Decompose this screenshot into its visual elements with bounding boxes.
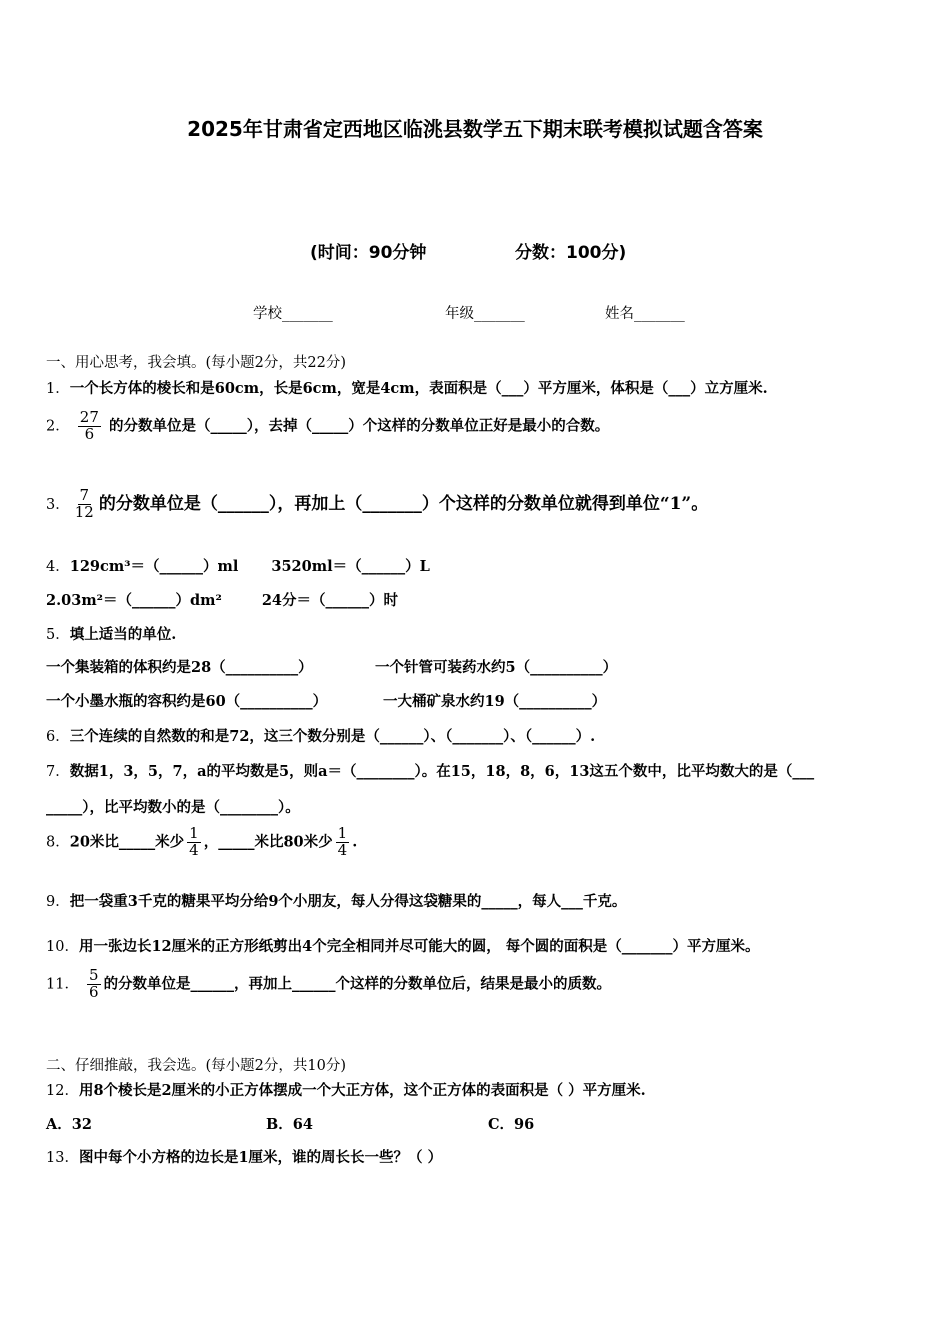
question-8 [46,826,357,859]
question-number: 4． [46,559,70,575]
question-text: 用8个棱长是2厘米的小正方体摆成一个大正方体，这个正方体的表面积是（ ）平方厘米. [78,1082,646,1099]
fraction: $\frac{5}{6}$ [89,966,99,1001]
question-2 [46,410,609,443]
question-6 [46,725,595,746]
question-1 [46,377,768,398]
question-text: 的分数单位是（_____），去掉（_____）个这样的分数单位正好是最小的合数。 [108,417,610,435]
question-11 [46,968,611,1001]
option-b: B．64 [266,1116,313,1133]
question-number: 1． [46,381,70,397]
question-5 [46,623,176,644]
question-text: 图中每个小方格的边长是1厘米，谁的周长长一些？（ ） [78,1149,443,1166]
fraction: $\frac{27}{6}$ [79,408,99,443]
question-number: 9． [46,894,70,910]
question-10 [46,935,760,956]
question-13 [46,1146,442,1167]
conversion-3: 2.03m²＝（______）dm² [46,592,222,609]
section2-header: 二、仔细推敲，我会选。(每小题2分，共10分) [46,1058,346,1074]
question-7-line2: _____），比平均数小的是（________）。 [46,799,300,816]
question-number: 8． [46,834,70,851]
question-4-line2 [46,589,398,610]
question-text: 的分数单位是（______），再加上（_______）个这样的分数单位就得到单位“1”。 [98,493,709,514]
question-number: 3． [46,496,70,513]
unit-item-b: 一个针管可装药水约5（__________） [375,659,618,676]
question-text: 20米比_____米少 [69,833,185,851]
option-a: A．32 [46,1116,92,1133]
question-number: 10． [46,939,79,955]
fraction: $\frac{1}{4}$ [189,824,199,859]
question-text: 用一张边长12厘米的正方形纸剪出4个完全相同并尽可能大的圆， 每个圆的面积是（_______）平方厘米。 [78,938,760,955]
unit-item-c: 一个小墨水瓶的容积约是60（__________） [46,693,328,710]
section1-header: 一、用心思考，我会填。(每小题2分，共22分) [46,355,346,371]
question-9 [46,890,626,911]
question-text: 一个长方体的棱长和是60cm，长是6cm，宽是4cm，表面积是（___）平方厘米，体积是（___）立方厘米. [69,380,768,397]
question-text: ，_____米比80米少 [203,833,333,851]
question-number: 6． [46,729,70,745]
question-3 [46,488,708,521]
fraction: $\frac{7}{12}$ [74,486,94,521]
question-text: . [352,833,358,851]
fraction: $\frac{1}{4}$ [337,824,348,859]
question-number: 7． [46,764,70,780]
page-title: 2025年甘肃省定西地区临洮县数学五下期末联考模拟试题含答案 [187,117,763,141]
conversion-4: 24分＝（______）时 [261,592,399,609]
question-number: 13． [46,1150,79,1166]
unit-item-d: 一大桶矿泉水约19（__________） [383,693,607,710]
question-4 [46,555,430,576]
question-text: 三个连续的自然数的和是72，这三个数分别是（______）、（_______）、（______）. [69,728,596,745]
grade-field: 年级_______ [445,306,525,322]
question-7 [46,760,814,781]
conversion-2: 3520ml＝（______）L [271,558,430,575]
question-12 [46,1079,646,1100]
name-field: 姓名_______ [605,306,685,322]
question-number: 12． [46,1083,79,1099]
option-c: C．96 [488,1116,535,1133]
question-number: 11． [46,976,79,993]
question-text: 数据1，3，5，7，a的平均数是5，则a＝（________）。在15，18，8，6，13这五个数中，比平均数大的是（___ [69,763,815,780]
school-field: 学校_______ [253,306,333,322]
question-number: 2． [46,418,70,435]
exam-time: (时间：90分钟 [310,243,427,263]
conversion-1: 129cm³＝（______）ml [69,558,239,575]
question-text: 填上适当的单位. [69,626,177,643]
question-text: 把一袋重3千克的糖果平均分给9个小朋友，每人分得这袋糖果的_____，每人___千克。 [69,893,627,910]
question-number: 5． [46,627,70,643]
question-text: 的分数单位是______，再加上______个这样的分数单位后，结果是最小的质数。 [103,975,612,993]
exam-score: 分数：100分) [515,243,627,263]
unit-item-a: 一个集装箱的体积约是28（__________） [46,659,313,676]
